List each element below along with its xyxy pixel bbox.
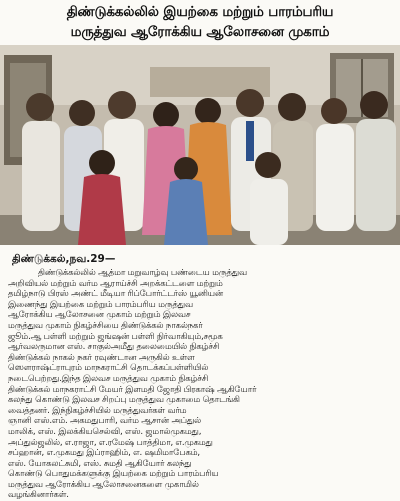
article-line: ஆர்வலருமான எஸ். சாகுல்அமீது தலைமையில் நிகழ்ச்சி bbox=[8, 342, 220, 353]
article-body bbox=[8, 268, 392, 501]
article-line: எஸ். யோகலட்சுமி, எஸ். சுமதி ஆகியோர் கலந்து bbox=[8, 458, 192, 469]
article-line: தமிழ்நாடு பிரஸ் அண்ட் மீடியா ரிப்போர்ட்டர்ஸ் யூனியன் bbox=[8, 289, 223, 300]
article-line: திண்டுக்கல்லில் ஆத்மா மறுவாழ்வு பண்டைய மருத்துவ bbox=[38, 268, 247, 278]
article-line: மாலிக், எஸ். இலக்கியசெல்வி, எஸ். ஜமால்முகமது, bbox=[8, 426, 202, 437]
article-line: கொண்டு பொதுமக்களுக்கு இயற்கை மற்றும் பாரம்பரிய bbox=[8, 469, 219, 480]
article-line: ஆரோக்கிய ஆலோசனை முகாம் மற்றும் இலவச bbox=[8, 310, 191, 321]
article-line: மருத்துவ முகாம் நிகழ்ச்சியை திண்டுக்கல் நாகல்நகர் bbox=[8, 320, 203, 331]
article-line: வைத்தனர். இந்நிகழ்ச்சியில் மருத்துவர்கள் வர்ம bbox=[8, 405, 187, 416]
article-line: ஞானி எஸ்.எம். அகமதுபாரி, வர்ம ஆசான் அப்துல் bbox=[8, 416, 202, 427]
headline bbox=[0, 0, 400, 44]
article-line: கலந்து கொண்டு இலவச சிறப்பு மருத்துவ முகாமை தொடங்கி bbox=[8, 395, 240, 406]
article-line: இணைந்து இயற்கை மற்றும் பாரம்பரிய மருத்துவ bbox=[8, 299, 193, 310]
group-photo bbox=[0, 45, 400, 245]
headline-line-1: திண்டுக்கல்லில் இயற்கை மற்றும் பாரம்பரிய bbox=[66, 4, 334, 20]
article-line: திண்டுக்கல் மாநகராட்சி மேயர் இளமதி ஜோதி பிரகாஷ் ஆகியோர் bbox=[8, 384, 257, 395]
dateline: திண்டுக்கல்,நவ.29— bbox=[12, 253, 116, 265]
headline-line-2: மருத்துவ ஆரோக்கிய ஆலோசனை முகாம் bbox=[70, 24, 330, 40]
article-line: ஸௌராஷ்ட்ராபுரம் மாநகராட்சி தொடக்கப்பள்ளியில் bbox=[8, 363, 209, 374]
article-line: வழங்கினார்கள். bbox=[8, 490, 69, 501]
article-line: நடைபெற்றது.இந்த இலவச மருத்துவ முகாம் நிகழ்ச்சி bbox=[8, 373, 209, 384]
article-line: அப்துல்ஜலில், எ.ராஜா, எ.ரமேஷ் பாத்திமா, எ.முகமது bbox=[8, 437, 213, 448]
article-line: திண்டுக்கல் நாகல் நகர் ரவுண்டான அருகில் உள்ள bbox=[8, 352, 195, 363]
article-line: அறிவியல் மற்றும் வர்ம ஆராய்ச்சி அறக்கட்டளை மற்றும் bbox=[8, 278, 223, 289]
article-line: சப்ஹான், எ.முகமது இப்ராஹிம், எ. ஷமிமாபேகம், bbox=[8, 448, 200, 459]
article-line: மருத்துவ ஆரோக்கிய ஆலோசனைகளை முகாமில் bbox=[8, 479, 199, 490]
article-line: ஜூம்.ஆ பள்ளி மற்றும் ஜங்ஷன் பள்ளி நிர்வாகியும்,சமூக bbox=[8, 331, 223, 342]
